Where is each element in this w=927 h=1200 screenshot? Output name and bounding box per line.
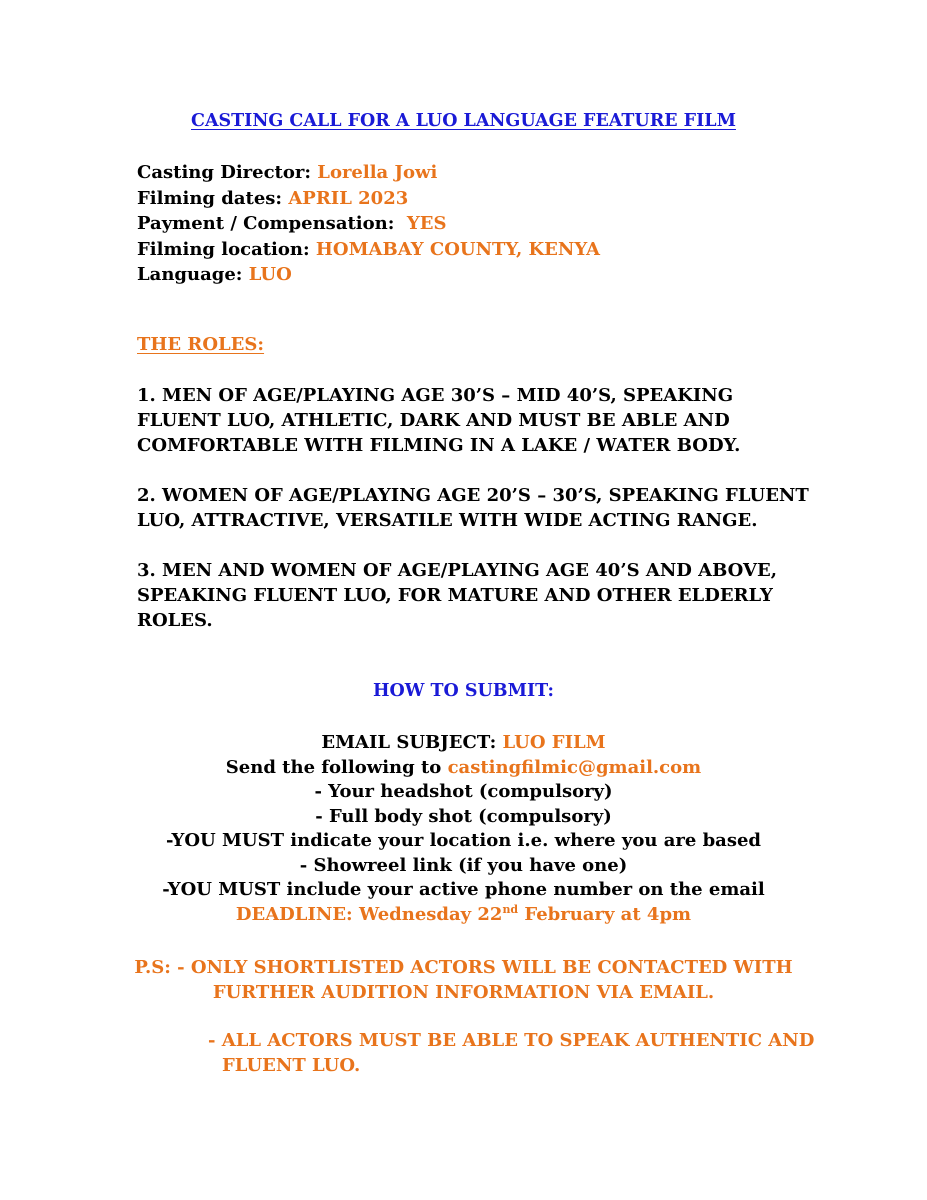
email-subject-line: [0, 731, 927, 756]
full-body-item: - Full body shot (compulsory): [315, 805, 612, 827]
headshot-item: - Your headshot (compulsory): [314, 781, 613, 802]
ps-line-3: - ALL ACTORS MUST BE ABLE TO SPEAK AUTHENTIC AND: [208, 1030, 815, 1051]
ps-line-2: FURTHER AUDITION INFORMATION VIA EMAIL.: [212, 982, 715, 1003]
deadline-prefix: DEADLINE: Wednesday 22: [235, 903, 503, 925]
deadline-line: [0, 903, 927, 928]
ps-shortlist-note: [0, 955, 927, 1005]
email-subject-value: LUO FILM: [502, 732, 606, 753]
send-to-line: [0, 756, 927, 781]
role-elderly: 3. MEN AND WOMEN OF AGE/PLAYING AGE 40’S AND ABOVE, SPEAKING FLUENT LUO, FOR MATURE AND OTHER ELDERLY ROLES.: [137, 560, 777, 631]
roles-heading: THE ROLES:: [137, 334, 265, 355]
language-row: [137, 262, 600, 288]
send-to-label: Send the following to: [225, 756, 448, 778]
phone-number-item: -YOU MUST include your active phone number on the email: [162, 879, 765, 900]
filming-location-label: Filming location:: [137, 238, 316, 260]
filming-dates-row: [137, 186, 600, 212]
deadline-suffix: February at 4pm: [518, 903, 692, 925]
filming-dates-label: Filming dates:: [137, 187, 289, 209]
how-to-submit-heading: HOW TO SUBMIT:: [373, 681, 554, 701]
deadline-ordinal-suffix: nd: [502, 902, 519, 916]
payment-row: [137, 211, 600, 237]
filming-dates-value: APRIL 2023: [288, 187, 409, 209]
casting-director-value: Lorella Jowi: [317, 162, 438, 183]
role-women-20s: 2. WOMEN OF AGE/PLAYING AGE 20’S – 30’S, SPEAKING FLUENT LUO, ATTRACTIVE, VERSATILE WITH WIDE ACTING RANGE.: [137, 485, 809, 531]
document-title: CASTING CALL FOR A LUO LANGUAGE FEATURE FILM: [191, 111, 736, 131]
role-men-30s: 1. MEN OF AGE/PLAYING AGE 30’S – MID 40’S, SPEAKING FLUENT LUO, ATHLETIC, DARK AND MUST BE ABLE AND COMFORTABLE WITH FILMING IN A LAKE / WATER BODY.: [137, 385, 741, 456]
ps-language-note: [208, 1028, 814, 1078]
payment-value: YES: [406, 213, 447, 234]
film-info: [137, 160, 600, 288]
location-item: -YOU MUST indicate your location i.e. where you are based: [166, 830, 761, 851]
language-label: Language:: [137, 264, 249, 285]
email-address: castingfilmic@gmail.com: [447, 756, 702, 778]
payment-label: Payment / Compensation:: [137, 213, 407, 234]
filming-location-value: HOMABAY COUNTY, KENYA: [315, 238, 600, 260]
casting-director-row: [137, 160, 600, 186]
email-subject-label: EMAIL SUBJECT:: [321, 732, 503, 753]
showreel-item: - Showreel link (if you have one): [299, 854, 628, 876]
submission-instructions: [0, 731, 927, 927]
ps-line-4: FLUENT LUO.: [222, 1055, 361, 1076]
language-value: LUO: [248, 264, 292, 285]
ps-line-1: P.S: - ONLY SHORTLISTED ACTORS WILL BE CONTACTED WITH: [134, 957, 793, 978]
casting-director-label: Casting Director:: [137, 162, 318, 183]
filming-location-row: [137, 237, 600, 263]
